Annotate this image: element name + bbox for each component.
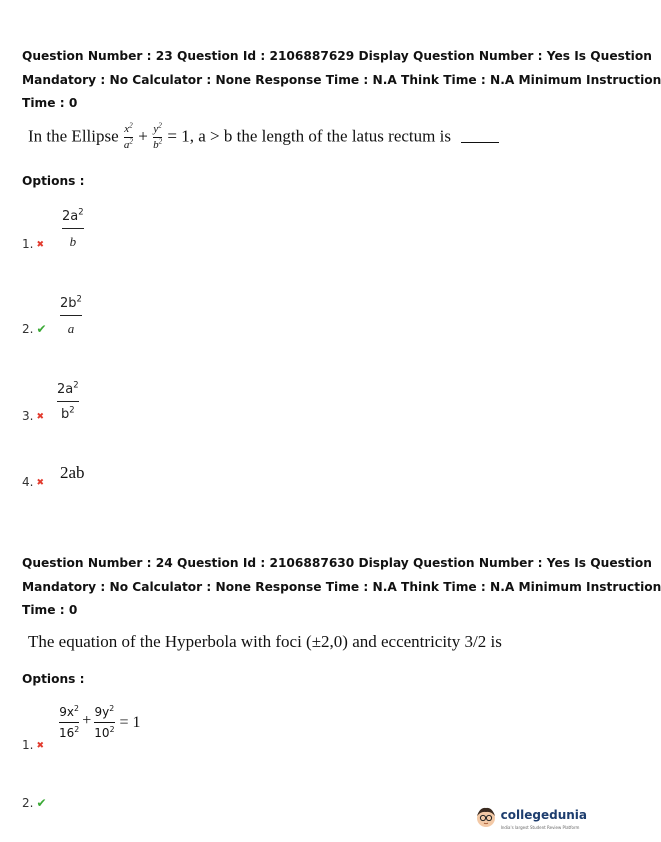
correct-mark-icon: ✔: [36, 796, 47, 810]
option-2[interactable]: [22, 322, 47, 336]
option-3[interactable]: [22, 409, 44, 423]
fraction-x2-a2: $\frac{x^2}{a^2}$: [123, 121, 133, 151]
mascot-icon: [474, 805, 498, 829]
wrong-mark-icon: ✖: [36, 412, 44, 422]
option-number: 3.: [22, 409, 34, 423]
option-1-fraction: $2a^2$ b: [62, 206, 84, 249]
question-24-header: [22, 552, 661, 623]
fraction-y2-b2: $\frac{y^2}{b^2}$: [153, 121, 163, 151]
option-3-fraction: $2a^2$ $b^2$: [57, 379, 79, 422]
question-23-header: [22, 45, 661, 116]
option-4-text: 2ab: [60, 463, 85, 482]
question-23-text: In the Ellipse $\frac{x^2}{a^2}$ + $\frac{y^2}{b^2}$ = 1, a > b the length of the latus rectum is: [28, 124, 499, 151]
q24-option-2[interactable]: [22, 796, 47, 810]
header-line: Mandatory : No Calculator : None Response Time : N.A Think Time : N.A Minimum Instruction: [22, 579, 661, 594]
option-number: 2.: [22, 796, 34, 810]
answer-blank: [461, 142, 499, 143]
question-prefix: In the Ellipse: [28, 126, 119, 146]
fraction-9y2-10-2: $\frac{9y^2}{10^2}$: [94, 704, 115, 740]
correct-mark-icon: ✔: [36, 322, 47, 336]
q24-option-1-equation: $\frac{9x^2}{16^2}$ + $\frac{9y^2}{10^2}$ = 1: [59, 704, 141, 740]
wrong-mark-icon: ✖: [36, 240, 44, 250]
options-heading: Options :: [22, 672, 85, 686]
header-line: Time : 0: [22, 603, 78, 617]
option-number: 2.: [22, 322, 34, 336]
question-24-text: The equation of the Hyperbola with foci (±2,0) and eccentricity 3/2 is: [28, 632, 502, 651]
header-line: Question Number : 23 Question Id : 2106887629 Display Question Number : Yes Is Question: [22, 49, 652, 63]
logo-tagline: India's largest Student Review Platform: [500, 825, 580, 830]
collegedunia-logo: [474, 804, 587, 830]
option-2-fraction: $2b^2$ a: [60, 293, 82, 336]
logo-wordmark: collegedunia: [500, 808, 587, 822]
header-line: Question Number : 24 Question Id : 2106887630 Display Question Number : Yes Is Question: [22, 556, 652, 570]
header-line: Time : 0: [22, 96, 78, 110]
option-1[interactable]: [22, 237, 44, 251]
option-number: 1.: [22, 237, 34, 251]
wrong-mark-icon: ✖: [36, 741, 44, 751]
options-heading: Options :: [22, 174, 85, 188]
q24-option-1[interactable]: [22, 738, 44, 752]
header-line: Mandatory : No Calculator : None Response Time : N.A Think Time : N.A Minimum Instruction: [22, 72, 661, 87]
fraction-9x2-16-2: $\frac{9x^2}{16^2}$: [59, 704, 80, 740]
wrong-mark-icon: ✖: [36, 478, 44, 488]
question-suffix: = 1, a > b the length of the latus rectum is: [167, 126, 451, 146]
option-number: 1.: [22, 738, 34, 752]
option-number: 4.: [22, 475, 34, 489]
option-4[interactable]: [22, 475, 44, 489]
